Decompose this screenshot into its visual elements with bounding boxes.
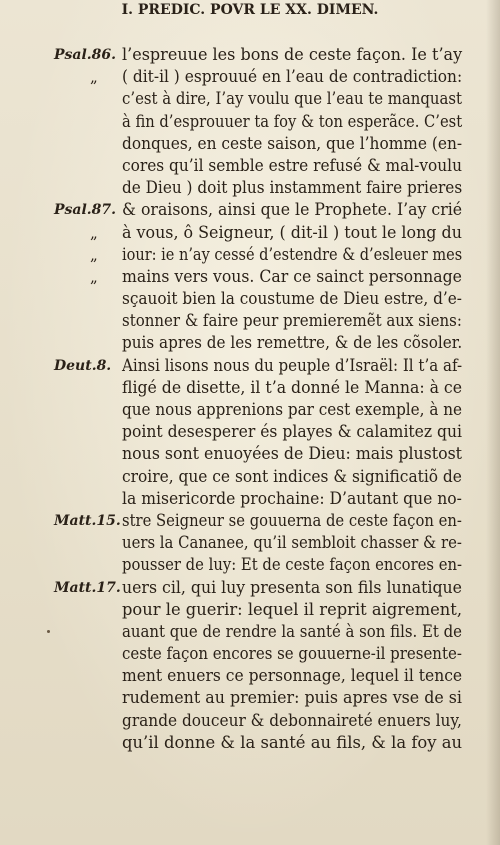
text-line: [122, 421, 462, 443]
line-text: uers la Cananee, qu’il sembloit chasser & re-: [122, 533, 462, 553]
line-text: auant que de rendre la santé à son fils. Et de: [122, 621, 462, 641]
line-text: sçauoit bien la coustume de Dieu estre, d’e-: [122, 289, 462, 309]
text-line: [122, 288, 462, 310]
margin-citation: Deut.8.: [54, 357, 112, 374]
line-text: à vous, ô Seigneur, ( dit-il ) tout le long du: [122, 222, 462, 242]
margin-citation: Matt.15.: [54, 512, 121, 529]
text-line: [90, 244, 463, 266]
line-text: ment enuers ce personnage, lequel il tence: [122, 666, 463, 686]
text-line: [122, 399, 462, 421]
text-line: [90, 222, 462, 244]
line-text: ceste façon encores se gouuerne-il presente-: [122, 644, 462, 664]
line-text: point desesperer és playes & calamitez qui: [122, 422, 463, 442]
body-text: [54, 44, 463, 754]
line-text: stonner & faire peur premieremẽt aux siens:: [122, 311, 462, 331]
text-line: [122, 732, 462, 754]
quotation-mark: „: [90, 223, 97, 242]
line-text: pousser de luy: Et de ceste façon encores en-: [122, 555, 463, 575]
text-line: [54, 355, 463, 377]
quotation-mark: „: [90, 68, 97, 87]
text-line: [122, 687, 462, 709]
line-text: pour le guerir: lequel il reprit aigrement,: [122, 599, 463, 619]
text-line: [122, 621, 462, 643]
running-head: I. PREDIC. POVR LE XX. DIMEN.: [121, 2, 379, 18]
text-line: [122, 710, 462, 732]
line-text: qu’il donne & la santé au fils, & la foy au: [122, 732, 463, 752]
line-text: iour: ie n’ay cessé d’estendre & d’esleuer mes: [122, 244, 463, 264]
text-line: [122, 111, 462, 133]
line-text: rudement au premier: puis apres vse de si: [122, 688, 462, 708]
text-line: [122, 665, 462, 687]
text-line: [90, 266, 462, 288]
ink-speck: [47, 630, 50, 633]
line-text: uers cil, qui luy presenta son fils lunatique: [122, 577, 462, 597]
text-line: [122, 177, 462, 199]
text-line: [122, 466, 462, 488]
text-line: [54, 577, 462, 599]
text-line: [122, 332, 462, 354]
text-line: [90, 66, 463, 88]
line-text: la misericorde prochaine: D’autant que no-: [122, 488, 462, 508]
text-line: [122, 554, 462, 576]
line-text: ( dit-il ) esprouué en l’eau de contradiction:: [122, 67, 463, 87]
line-text: c’est à dire, I’ay voulu que l’eau te manquast: [122, 89, 462, 109]
text-line: [54, 44, 463, 66]
line-text: Ainsi lisons nous du peuple d’Israël: Il t’a af-: [122, 355, 463, 375]
line-text: de Dieu ) doit plus instamment faire prieres: [122, 178, 463, 198]
line-text: mains vers vous. Car ce sainct personnage: [122, 266, 462, 286]
quotation-mark: „: [90, 267, 97, 286]
line-text: fligé de disette, il t’a donné le Manna: à ce: [122, 377, 463, 397]
text-line: [122, 443, 462, 465]
margin-citation: Matt.17.: [54, 579, 121, 596]
margin-citation: Psal.87.: [54, 202, 117, 219]
text-line: [122, 88, 462, 110]
line-text: donques, en ceste saison, que l’homme (en-: [122, 133, 463, 153]
line-text: stre Seigneur se gouuerna de ceste façon en-: [122, 510, 462, 530]
page-edge-shadow: [486, 0, 500, 845]
line-text: que nous apprenions par cest exemple, à ne: [122, 400, 463, 419]
text-line: [122, 133, 462, 155]
text-line: [122, 155, 462, 177]
line-text: puis apres de les remettre, & de les cõsoler.: [122, 333, 463, 353]
line-text: l’espreuue les bons de ceste façon. Ie t’ay: [122, 45, 463, 64]
text-line: [54, 199, 463, 221]
text-line: [122, 599, 462, 621]
line-text: nous sont enuoyées de Dieu: mais plustost: [122, 444, 463, 464]
margin-citation: Psal.86.: [54, 47, 117, 63]
line-text: croire, que ce sont indices & significatiõ de: [122, 466, 462, 486]
line-text: & oraisons, ainsi que le Prophete. I’ay crié: [122, 200, 463, 220]
line-text: cores qu’il semble estre refusé & mal-voulu: [122, 155, 462, 175]
line-text: à fin d’esprouuer ta foy & ton esperãce. C’est: [122, 111, 463, 131]
text-line: [122, 643, 462, 665]
quotation-mark: „: [90, 245, 97, 264]
line-text: grande douceur & debonnaireté enuers luy,: [122, 710, 462, 730]
text-line: [122, 532, 462, 554]
text-line: [122, 488, 462, 510]
text-line: [54, 510, 462, 532]
text-line: [122, 310, 462, 332]
text-line: [122, 377, 462, 399]
